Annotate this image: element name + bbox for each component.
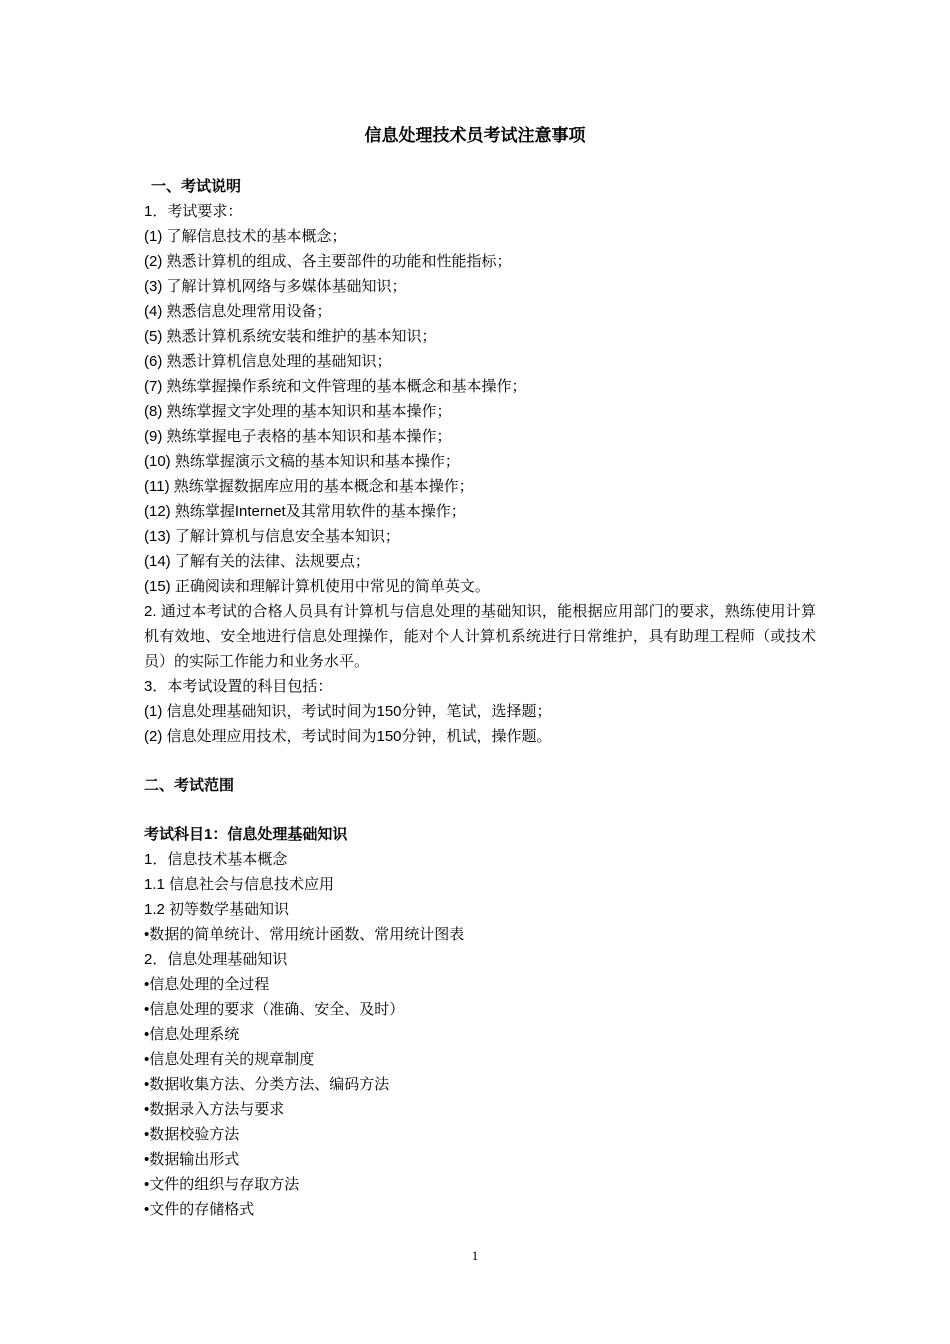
- section-heading-exam-scope: 二、考试范围: [144, 777, 235, 794]
- list-item: •信息处理系统: [144, 1026, 240, 1043]
- requirements-list: [144, 224, 816, 599]
- list-item: (3) 了解计算机网络与多媒体基础知识；: [144, 278, 407, 295]
- list-item: (4) 熟悉信息处理常用设备；: [144, 303, 332, 320]
- list-item: •信息处理的全过程: [144, 976, 270, 993]
- list-item: •信息处理有关的规章制度: [144, 1051, 315, 1068]
- list-item: •数据录入方法与要求: [144, 1101, 285, 1118]
- list-item: •数据输出形式: [144, 1151, 240, 1168]
- list-item: (12) 熟练掌握Internet及其常用软件的基本操作；: [144, 503, 466, 520]
- list-item: (10) 熟练掌握演示文稿的基本知识和基本操作；: [144, 453, 460, 470]
- list-item: (2) 熟悉计算机的组成、各主要部件的功能和性能指标；: [144, 253, 512, 270]
- list-item: •文件的组织与存取方法: [144, 1176, 300, 1193]
- list-item: (2) 信息处理应用技术，考试时间为150分钟，机试，操作题。: [144, 728, 552, 745]
- list-item: •信息处理的要求（准确、安全、及时）: [144, 1001, 405, 1018]
- list-item: 1．信息技术基本概念: [144, 851, 288, 868]
- qualification-paragraph: 2. 通过本考试的合格人员具有计算机与信息处理的基础知识，能根据应用部门的要求，熟练使用计算机有效地、安全地进行信息处理操作，能对个人计算机系统进行日常维护，具有助理工程师（或技术员）的实际工作能力和业务水平。: [144, 603, 816, 670]
- list-item: (9) 熟练掌握电子表格的基本知识和基本操作；: [144, 428, 452, 445]
- list-item: (8) 熟练掌握文字处理的基本知识和基本操作；: [144, 403, 452, 420]
- list-item: •数据校验方法: [144, 1126, 240, 1143]
- subjects-intro: 3．本考试设置的科目包括：: [144, 678, 333, 695]
- spacer: [144, 749, 816, 773]
- spacer: [144, 798, 816, 822]
- list-item: 1.1 信息社会与信息技术应用: [144, 876, 335, 893]
- list-item: (13) 了解计算机与信息安全基本知识；: [144, 528, 400, 545]
- list-item: 2．信息处理基础知识: [144, 951, 288, 968]
- list-item: (11) 熟练掌握数据库应用的基本概念和基本操作；: [144, 478, 474, 495]
- document-body: [144, 174, 816, 1222]
- subject-heading: 考试科目1：信息处理基础知识: [144, 826, 348, 843]
- list-item: (6) 熟悉计算机信息处理的基础知识；: [144, 353, 392, 370]
- list-item: (7) 熟练掌握操作系统和文件管理的基本概念和基本操作；: [144, 378, 527, 395]
- list-item: (14) 了解有关的法律、法规要点；: [144, 553, 370, 570]
- list-item: (5) 熟悉计算机系统安装和维护的基本知识；: [144, 328, 437, 345]
- scope-list: [144, 847, 816, 1222]
- list-item: (1) 信息处理基础知识，考试时间为150分钟，笔试，选择题；: [144, 703, 552, 720]
- requirements-intro: 1．考试要求：: [144, 203, 243, 220]
- list-item: •文件的存储格式: [144, 1201, 255, 1218]
- list-item: (1) 了解信息技术的基本概念；: [144, 228, 347, 245]
- page-number: 1: [471, 1248, 479, 1263]
- page-title: 信息处理技术员考试注意事项: [364, 126, 586, 146]
- section-heading-exam-description: 一、考试说明: [151, 178, 242, 195]
- list-item: (15) 正确阅读和理解计算机使用中常见的简单英文。: [144, 578, 490, 595]
- list-item: •数据的简单统计、常用统计函数、常用统计图表: [144, 926, 465, 943]
- list-item: •数据收集方法、分类方法、编码方法: [144, 1076, 390, 1093]
- list-item: 1.2 初等数学基础知识: [144, 901, 290, 918]
